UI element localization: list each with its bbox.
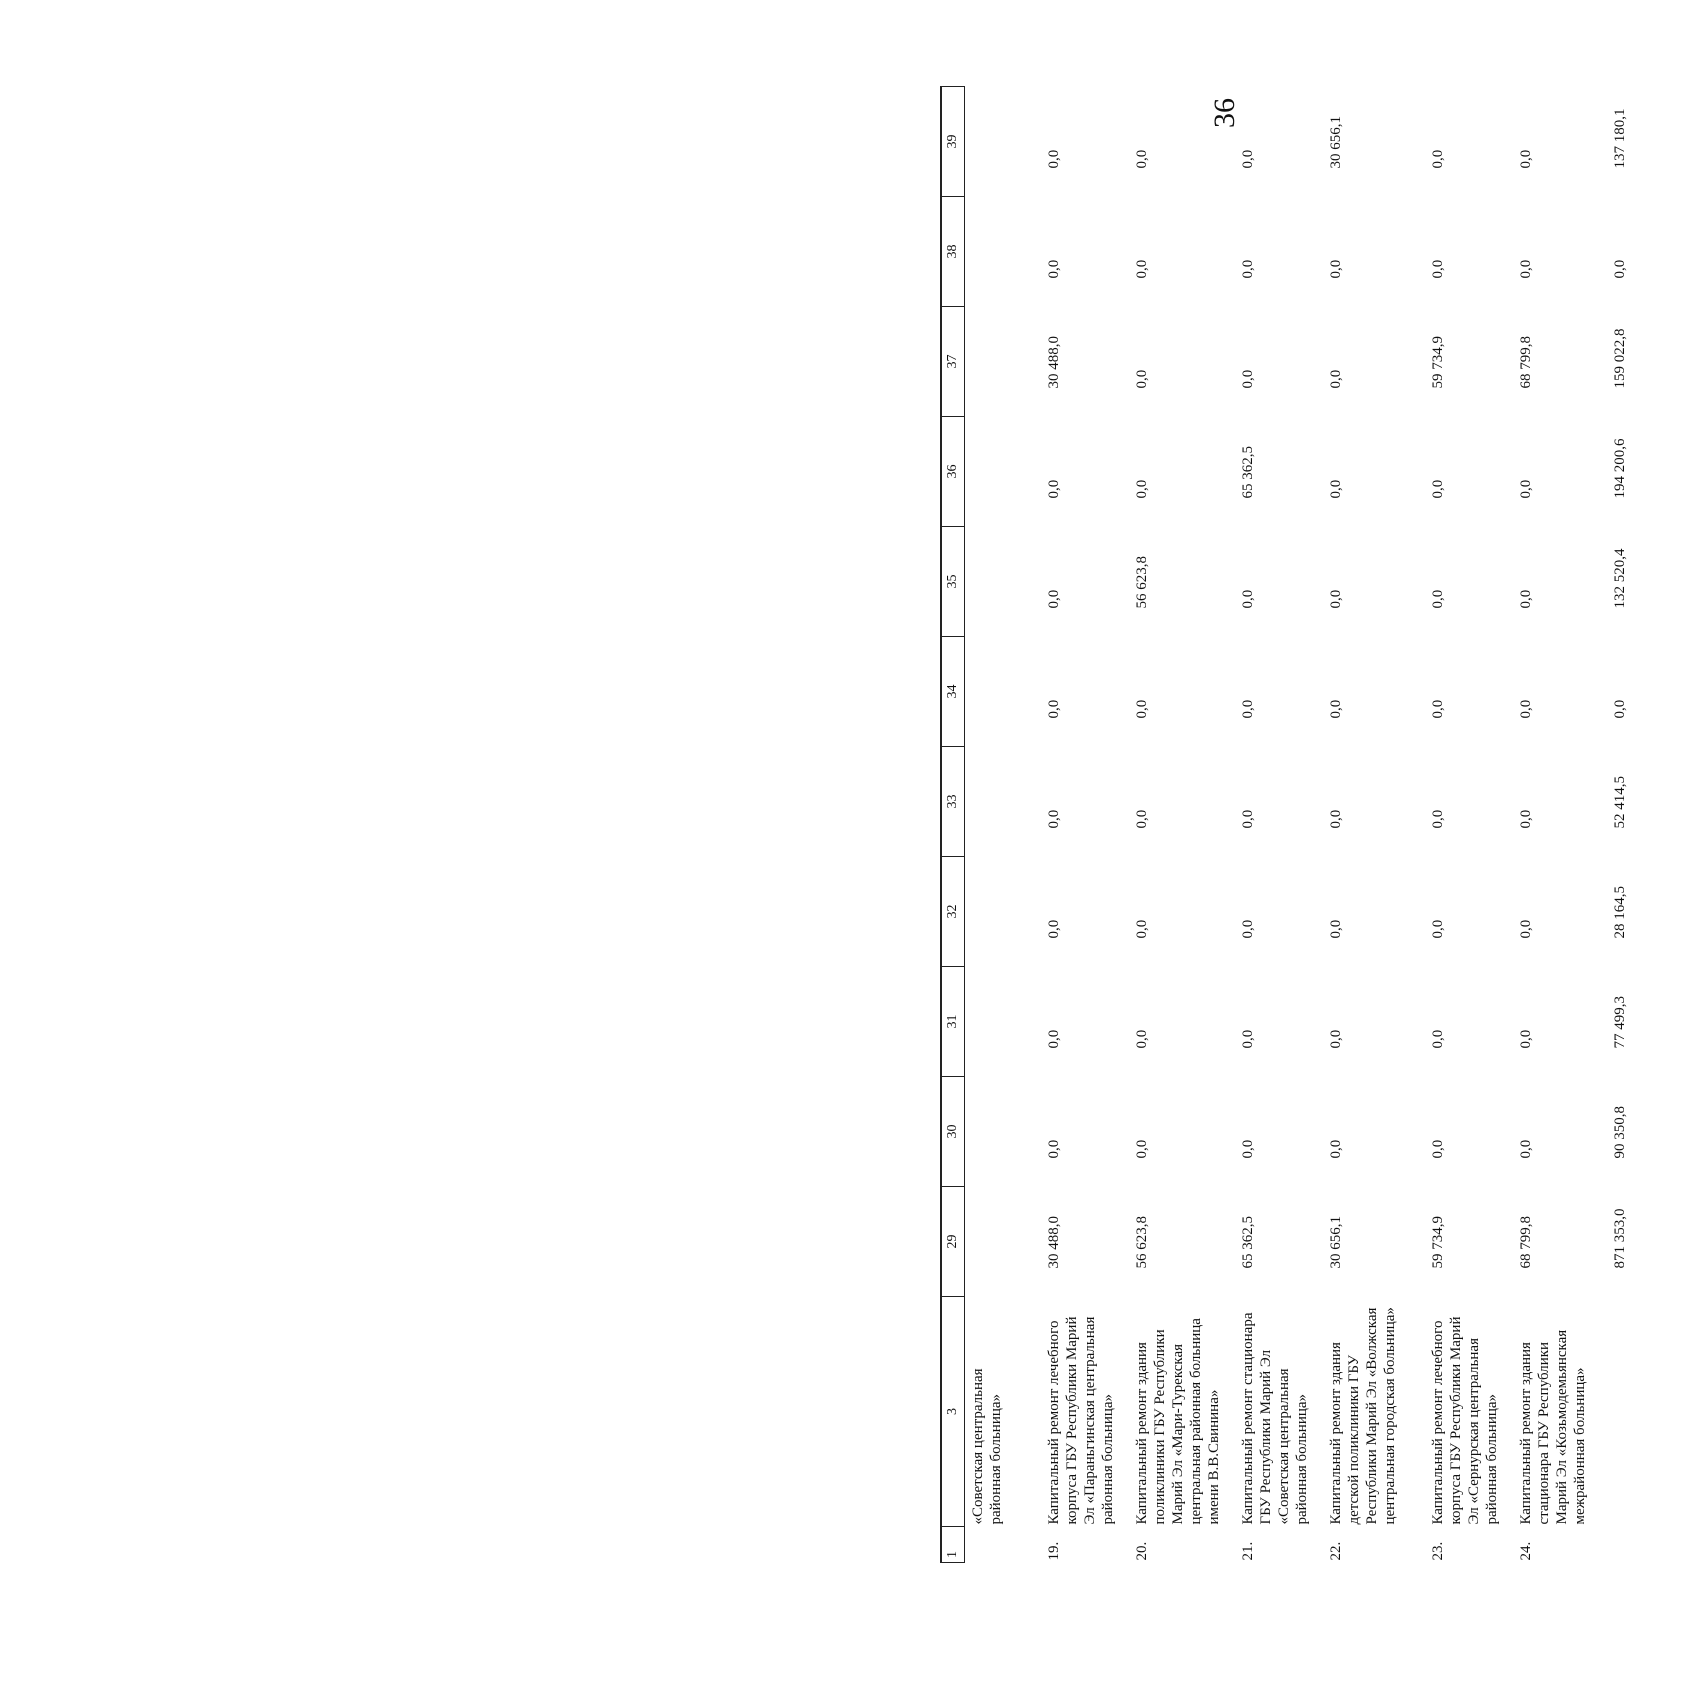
column-header: 33 — [941, 747, 965, 857]
header-row — [941, 87, 965, 1563]
cell-value: 0,0 — [1518, 479, 1534, 499]
cell-value: 0,0 — [1134, 919, 1150, 939]
cell-value: 0,0 — [1134, 809, 1150, 829]
row-number: 21. — [1240, 1541, 1256, 1561]
column-header: 29 — [941, 1187, 965, 1297]
cell-value: 0,0 — [1240, 589, 1256, 609]
cell-value: 0,0 — [1430, 919, 1446, 939]
column-header: 39 — [941, 87, 965, 197]
cell-value: 0,0 — [1240, 369, 1256, 389]
cell-value: 0,0 — [1046, 589, 1062, 609]
cell-value: 0,0 — [1134, 1139, 1150, 1159]
cell-value: 59 734,9 — [1430, 1216, 1446, 1269]
cell-value: 0,0 — [1134, 369, 1150, 389]
row-name: Капитальный ремонт здания детской поликлиники ГБУ Республики Марий Эл «Волжская центральная городская больница» — [1328, 1307, 1398, 1525]
cell-value: 0,0 — [1240, 809, 1256, 829]
cell-value: 0,0 — [1430, 699, 1446, 719]
page-number: 36 — [1208, 98, 1241, 128]
cell-value: 0,0 — [1134, 259, 1150, 279]
cell-value: 65 362,5 — [1240, 446, 1256, 499]
cell-value: 0,0 — [1518, 1139, 1534, 1159]
cell-value: 0,0 — [1518, 699, 1534, 719]
cell-value: 30 656,1 — [1328, 1216, 1344, 1269]
cell-value: 0,0 — [1518, 919, 1534, 939]
total-value: 0,0 — [1612, 259, 1628, 279]
cell-value: 0,0 — [1046, 479, 1062, 499]
cell-value: 56 623,8 — [1134, 1216, 1150, 1269]
column-header: 38 — [941, 197, 965, 307]
table-row — [1421, 87, 1509, 1563]
row-name: Капитальный ремонт здания стационара ГБУ Республики Марий Эл «Козьмодемьянская межрайонная больница» — [1518, 1329, 1588, 1525]
cell-value: 65 362,5 — [1240, 1216, 1256, 1269]
cell-value: 0,0 — [1328, 1139, 1344, 1159]
table-row — [1231, 87, 1319, 1563]
cell-value: 30 488,0 — [1046, 336, 1062, 389]
row-number: 19. — [1046, 1541, 1062, 1561]
row-number: 22. — [1328, 1541, 1344, 1561]
budget-table — [940, 86, 1637, 1563]
table-row — [1319, 87, 1421, 1563]
table-row-continuation — [965, 87, 1038, 1563]
totals-row — [1597, 87, 1637, 1563]
cell-value: 0,0 — [1430, 479, 1446, 499]
cell-value: 0,0 — [1046, 699, 1062, 719]
total-value: 77 499,3 — [1612, 996, 1628, 1049]
cell-value: 0,0 — [1518, 1029, 1534, 1049]
total-value: 28 164,5 — [1612, 886, 1628, 939]
rotated-table-container — [940, 103, 1700, 1563]
cell-value: 0,0 — [1134, 699, 1150, 719]
cell-value: 0,0 — [1328, 809, 1344, 829]
total-value: 159 022,8 — [1612, 328, 1628, 389]
cell-value: 0,0 — [1240, 259, 1256, 279]
cell-value: 0,0 — [1046, 919, 1062, 939]
total-value: 871 353,0 — [1612, 1208, 1628, 1269]
cell-value: 59 734,9 — [1430, 336, 1446, 389]
total-value: 90 350,8 — [1612, 1106, 1628, 1159]
cell-value: 0,0 — [1328, 259, 1344, 279]
column-header: 30 — [941, 1077, 965, 1187]
cell-value: 68 799,8 — [1518, 1216, 1534, 1269]
cell-value: 0,0 — [1046, 1029, 1062, 1049]
row-number: 23. — [1430, 1541, 1446, 1561]
cell-value: 0,0 — [1134, 149, 1150, 169]
cell-value: 30 488,0 — [1046, 1216, 1062, 1269]
row-name: Капитальный ремонт стационара ГБУ Республики Марий Эл «Советская центральная районная больница» — [1240, 1312, 1310, 1525]
column-header: 31 — [941, 967, 965, 1077]
row-name: Капитальный ремонт лечебного корпуса ГБУ Республики Марий Эл «Сернурская центральная районная больница» — [1430, 1316, 1500, 1525]
column-header: 3 — [941, 1297, 965, 1527]
row-number: 24. — [1518, 1541, 1534, 1561]
column-header: 32 — [941, 857, 965, 967]
total-value: 132 520,4 — [1612, 548, 1628, 609]
column-header: 34 — [941, 637, 965, 747]
total-value: 194 200,6 — [1612, 438, 1628, 499]
cell-value: 68 799,8 — [1518, 336, 1534, 389]
cell-value: 0,0 — [1430, 1029, 1446, 1049]
cell-value: 0,0 — [1240, 919, 1256, 939]
row-name: Капитальный ремонт лечебного корпуса ГБУ Республики Марий Эл «Параньгинская центральная районная больница» — [1046, 1316, 1116, 1525]
cell-value: 0,0 — [1518, 149, 1534, 169]
cell-value: 0,0 — [1328, 699, 1344, 719]
total-value: 137 180,1 — [1612, 108, 1628, 169]
row-name: «Советская центральная районная больница» — [970, 1368, 1004, 1525]
cell-value: 0,0 — [1328, 589, 1344, 609]
table-row — [1509, 87, 1597, 1563]
total-value: 52 414,5 — [1612, 776, 1628, 829]
column-header: 37 — [941, 307, 965, 417]
cell-value: 0,0 — [1046, 1139, 1062, 1159]
cell-value: 0,0 — [1134, 1029, 1150, 1049]
row-number: 20. — [1134, 1541, 1150, 1561]
cell-value: 0,0 — [1430, 1139, 1446, 1159]
table-row — [1125, 87, 1231, 1563]
cell-value: 0,0 — [1518, 259, 1534, 279]
cell-value: 0,0 — [1328, 369, 1344, 389]
total-value: 0,0 — [1612, 699, 1628, 719]
cell-value: 0,0 — [1046, 259, 1062, 279]
column-header: 36 — [941, 417, 965, 527]
cell-value: 0,0 — [1134, 479, 1150, 499]
cell-value: 0,0 — [1430, 809, 1446, 829]
cell-value: 0,0 — [1046, 149, 1062, 169]
cell-value: 0,0 — [1430, 259, 1446, 279]
cell-value: 56 623,8 — [1134, 556, 1150, 609]
cell-value: 0,0 — [1328, 479, 1344, 499]
cell-value: 0,0 — [1240, 699, 1256, 719]
cell-value: 0,0 — [1240, 1139, 1256, 1159]
cell-value: 0,0 — [1046, 809, 1062, 829]
column-header: 1 — [941, 1527, 965, 1563]
column-header: 35 — [941, 527, 965, 637]
cell-value: 0,0 — [1518, 589, 1534, 609]
cell-value: 0,0 — [1430, 589, 1446, 609]
cell-value: 0,0 — [1328, 1029, 1344, 1049]
row-name: Капитальный ремонт здания поликлиники ГБУ Республики Марий Эл «Мари-Турекская центральная районная больница имени В.В.Свинина» — [1134, 1318, 1222, 1525]
cell-value: 0,0 — [1518, 809, 1534, 829]
cell-value: 0,0 — [1430, 149, 1446, 169]
cell-value: 0,0 — [1328, 919, 1344, 939]
cell-value: 30 656,1 — [1328, 116, 1344, 169]
table-row — [1037, 87, 1125, 1563]
cell-value: 0,0 — [1240, 149, 1256, 169]
cell-value: 0,0 — [1240, 1029, 1256, 1049]
